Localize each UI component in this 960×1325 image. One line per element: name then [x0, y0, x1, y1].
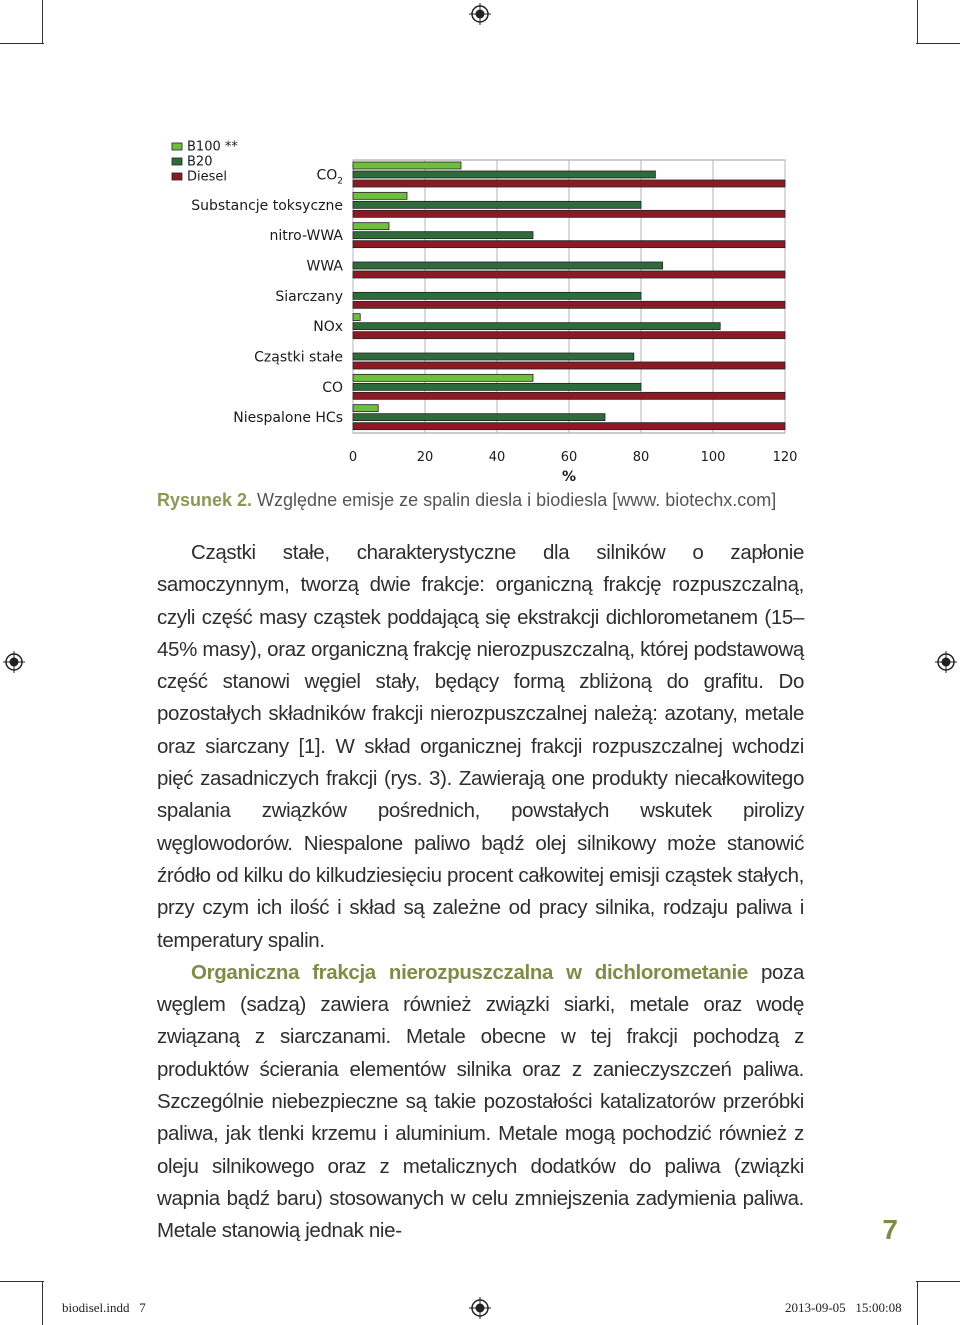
bar	[353, 423, 785, 430]
bar	[353, 162, 461, 169]
bar	[353, 192, 407, 199]
figure-caption	[157, 490, 776, 511]
bar	[353, 383, 641, 390]
x-tick-label: 20	[416, 450, 434, 465]
emissions-bar-chart	[150, 135, 810, 485]
category-label-subscript: 2	[337, 176, 343, 187]
bar	[353, 414, 605, 421]
crop-mark	[0, 43, 44, 44]
crop-mark	[916, 1281, 960, 1282]
bar	[353, 353, 634, 360]
crop-mark	[917, 0, 918, 44]
legend-swatch	[172, 143, 182, 150]
bar	[353, 362, 785, 369]
legend-label: B100 **	[187, 139, 238, 155]
bar	[353, 223, 389, 230]
x-tick-label: 0	[348, 450, 358, 465]
x-tick-label: 120	[772, 450, 798, 465]
paragraph-1: Cząstki stałe, charakterystyczne dla silników o zapłonie samoczynnym, tworzą dwie frakcje: organiczną frakcję rozpuszczalną, czyli część masy cząstek poddającą się ekstrakcji dichlorometanem (15–45% masy), oraz organiczną frakcję nierozpuszczalną, której podstawową część stanowi węgiel stały, będący formą zbliżoną do grafitu. Do pozostałych składników frakcji nierozpuszczalnej należą: azotany, metale oraz siarczany [1]. W skład organicznej frakcji rozpuszczalnej wchodzi pięć zasadniczych frakcji (rys. 3). Zawierają one produkty niecałkowitego spalania związków pośrednich, powstałych wskutek pirolizy węglowodorów. Niespalone paliwo bądź olej silnikowy może stanowić źródło od kilku do kilkudziesięciu procent całkowitej emisji cząstek stałych, przy czym ich ilość i skład są zależne od pracy silnika, rodzaju paliwa i temperatury spalin.	[157, 541, 804, 952]
x-tick-label: 80	[632, 450, 650, 465]
crop-mark	[42, 1281, 43, 1325]
x-tick-label: 100	[700, 450, 726, 465]
footer-timestamp: 2013-09-05 15:00:08	[785, 1300, 902, 1315]
registration-mark-icon	[935, 651, 957, 673]
x-tick-label: 40	[488, 450, 506, 465]
crop-mark	[0, 1281, 44, 1282]
crop-mark	[917, 1281, 918, 1325]
bar	[353, 301, 785, 308]
bar	[353, 392, 785, 399]
paragraph-2	[157, 957, 804, 1248]
bar	[353, 332, 785, 339]
legend-label: B20	[187, 154, 213, 170]
category-label: NOx	[313, 319, 343, 336]
x-axis-label: %	[561, 469, 577, 485]
bar	[353, 210, 785, 217]
page-number: 7	[882, 1214, 898, 1245]
registration-mark-icon	[3, 651, 25, 673]
bar	[353, 374, 533, 381]
bar	[353, 271, 785, 278]
legend-label: Diesel	[187, 169, 228, 185]
legend-swatch	[172, 158, 182, 165]
category-label: CO	[322, 379, 343, 396]
bar	[353, 262, 663, 269]
legend-swatch	[172, 173, 182, 180]
category-label: Niespalone HCs	[233, 410, 343, 427]
bar	[353, 323, 720, 330]
caption-lead: Rysunek 2.	[157, 490, 253, 510]
bar	[353, 241, 785, 248]
bar	[353, 180, 785, 187]
category-label: Cząstki stałe	[254, 349, 343, 366]
registration-mark-icon	[469, 1297, 491, 1319]
category-label: Siarczany	[275, 288, 343, 305]
registration-mark-icon	[469, 3, 491, 25]
bar	[353, 201, 641, 208]
category-label: nitro-WWA	[269, 228, 343, 245]
category-label: WWA	[306, 258, 343, 275]
bar	[353, 314, 360, 321]
x-tick-label: 60	[560, 450, 578, 465]
crop-mark	[42, 0, 43, 44]
category-label: $CO_2$	[316, 167, 343, 187]
crop-mark	[916, 43, 960, 44]
paragraph-2-highlight: Organiczna frakcja nierozpuszczalna w dichlorometanie	[191, 960, 748, 984]
body-text	[157, 537, 804, 1248]
bar	[353, 292, 641, 299]
footer-file: biodisel.indd 7	[62, 1300, 146, 1315]
bar	[353, 405, 378, 412]
category-label: Substancje toksyczne	[191, 197, 343, 214]
bar	[353, 171, 655, 178]
paragraph-2-text: poza węglem (sadzą) zawiera również związki siarki, metale oraz wodę związaną z siarczanami. Metale obecne w tej frakcji pochodzą z produktów ścierania elementów silnika oraz z zanieczyszczeń paliwa. Szczególnie niebezpieczne są takie pozostałości katalizatorów przeróbki paliwa, jak tlenki krzemu i aluminium. Metale mogą pochodzić również z oleju silnikowego oraz z metalicznych dodatków do paliwa (związki wapnia bądź baru) stosowanych w celu zmniejszenia zadymienia paliwa. Metale stanowią jednak nie-	[157, 960, 804, 1243]
bar	[353, 232, 533, 239]
caption-text: Względne emisje ze spalin diesla i biodiesla [www. biotechx.com]	[252, 490, 777, 510]
